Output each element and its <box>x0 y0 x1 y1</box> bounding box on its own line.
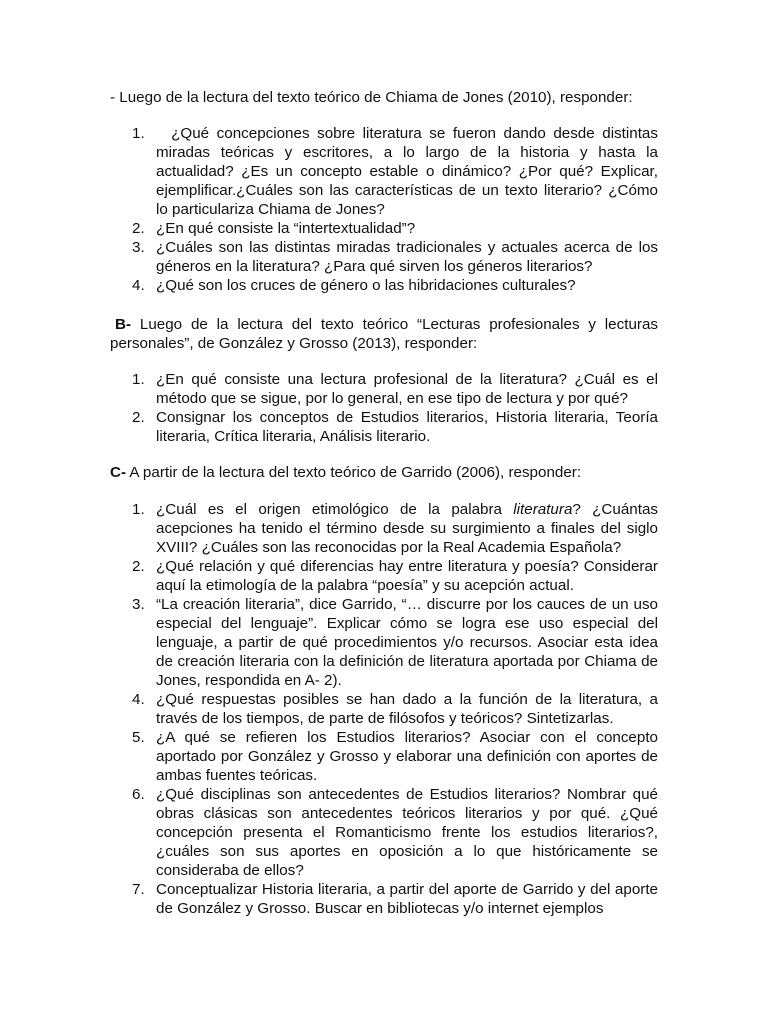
item-italic-word: literatura <box>513 501 573 518</box>
list-item <box>110 500 658 557</box>
item-number: 2. <box>132 409 145 426</box>
item-text: ¿En qué consiste una lectura profesional de la literatura? ¿Cuál es el método que se sigue, por lo general, en ese tipo de lectura y por qué? <box>156 371 658 407</box>
section-a-intro: - Luego de la lectura del texto teórico de Chiama de Jones (2010), responder: <box>110 89 633 106</box>
section-b-label: B- <box>115 316 132 333</box>
section-c-intro <box>110 463 658 482</box>
item-number: 1. <box>132 371 145 388</box>
list-item <box>110 728 658 785</box>
item-number: 7. <box>132 881 145 898</box>
list-item <box>110 238 658 276</box>
item-number: 2. <box>132 558 145 575</box>
item-number: 4. <box>132 277 145 294</box>
item-text: ¿A qué se refieren los Estudios literarios? Asociar con el concepto aportado por González y Grosso y elaborar una definición con aportes de ambas fuentes teóricas. <box>156 729 658 784</box>
item-number: 5. <box>132 729 145 746</box>
item-text: ¿En qué consiste la “intertextualidad”? <box>156 220 416 237</box>
item-text: ¿Qué son los cruces de género o las hibridaciones culturales? <box>156 277 576 294</box>
list-item <box>110 785 658 880</box>
item-number: 4. <box>132 691 145 708</box>
item-text: “La creación literaria”, dice Garrido, “… discurre por los cauces de un uso especial del lenguaje”. Explicar cómo se logra ese uso especial del lenguaje, a partir de qué procedimientos y/o recursos. Asociar esta idea de creación literaria con la definición de literatura aportada por Chiama de Jones, respondida en A- 2). <box>156 596 658 689</box>
item-number: 1. <box>132 501 145 518</box>
section-c-list <box>110 500 658 918</box>
item-text: ¿Qué disciplinas son antecedentes de Estudios literarios? Nombrar qué obras clásicas son antecedentes teóricos literarios y por qué. ¿Qué concepción presenta el Romanticismo frente los estudios literarios?, ¿cuáles son sus aportes en oposición a lo que históricamente se consideraba de ellos? <box>156 786 658 879</box>
item-text: ¿Qué respuestas posibles se han dado a la función de la literatura, a través de los tiempos, de parte de filósofos y teóricos? Sintetizarlas. <box>156 691 658 727</box>
section-b-list <box>110 370 658 446</box>
item-number: 3. <box>132 239 145 256</box>
list-item <box>110 690 658 728</box>
list-item <box>110 880 658 918</box>
item-text: Conceptualizar Historia literaria, a partir del aporte de Garrido y del aporte de González y Grosso. Buscar en bibliotecas y/o internet ejemplos <box>156 881 658 917</box>
item-number: 2. <box>132 220 145 237</box>
item-text: ¿Qué relación y qué diferencias hay entre literatura y poesía? Considerar aquí la etimología de la palabra “poesía” y su acepción actual. <box>156 558 658 594</box>
item-number: 1. <box>132 125 145 142</box>
list-item <box>110 124 663 219</box>
item-number: 3. <box>132 596 145 613</box>
item-text: ? ¿Cuántas acepciones ha tenido el término desde su surgimiento a finales del siglo XVIII? ¿Cuáles son las reconocidas por la Real Academia Española? <box>156 501 658 556</box>
list-item <box>110 219 658 238</box>
section-b-intro <box>110 315 658 353</box>
list-item <box>110 370 658 408</box>
item-text: ¿Qué concepciones sobre literatura se fueron dando desde distintas miradas teóricas y escritores, a lo largo de la historia y hasta la actualidad? ¿Es un concepto estable o dinámico? ¿Por qué? Explicar, ejemplificar.¿Cuáles son las características de un texto literario? ¿Cómo lo particulariza Chiama de Jones? <box>156 125 663 218</box>
list-item <box>110 595 658 690</box>
item-text: ¿Cuáles son las distintas miradas tradicionales y actuales acerca de los géneros en la literatura? ¿Para qué sirven los géneros literarios? <box>156 239 658 275</box>
section-a-list <box>110 124 663 295</box>
list-item <box>110 408 658 446</box>
section-c-label: C- <box>110 464 127 481</box>
item-text: Consignar los conceptos de Estudios literarios, Historia literaria, Teoría literaria, Crítica literaria, Análisis literario. <box>156 409 658 445</box>
list-item <box>110 557 658 595</box>
section-c-text: A partir de la lectura del texto teórico de Garrido (2006), responder: <box>126 464 582 481</box>
list-item <box>110 276 658 295</box>
section-b-text: Luego de la lectura del texto teórico “Lecturas profesionales y lecturas personales”, de González y Grosso (2013), responder: <box>110 316 658 352</box>
item-number: 6. <box>132 786 145 803</box>
item-text: ¿Cuál es el origen etimológico de la palabra <box>156 501 514 518</box>
